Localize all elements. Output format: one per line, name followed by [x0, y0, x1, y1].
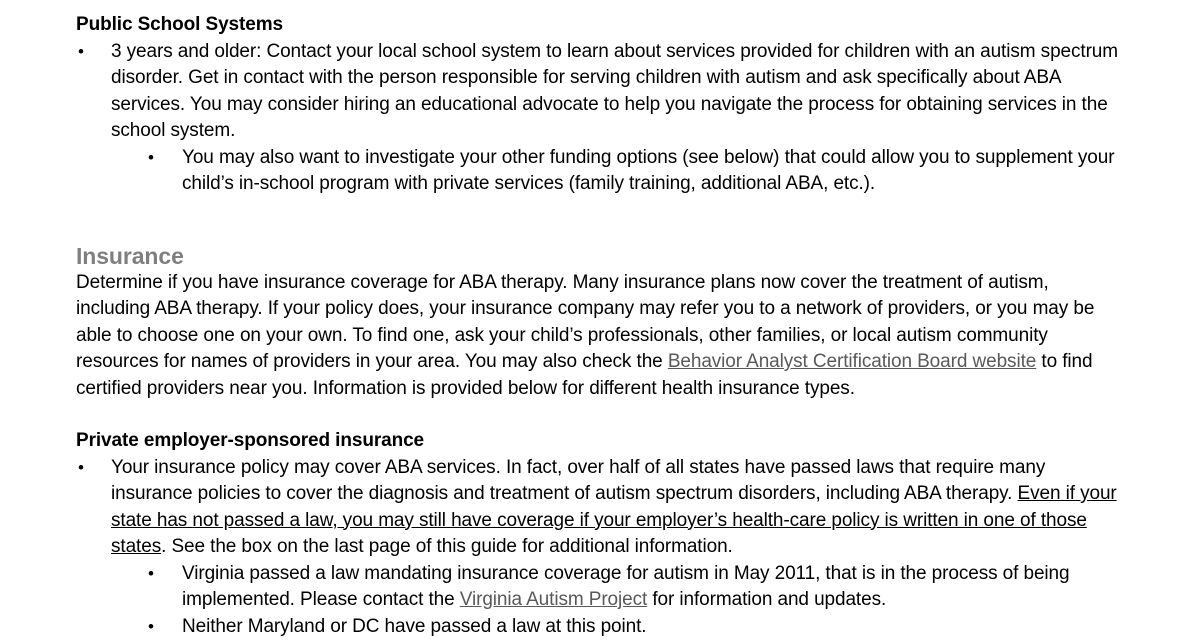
private-insurance-text-end: . See the box on the last page of this guide for additional information. [161, 536, 733, 557]
insurance-paragraph [76, 270, 1126, 403]
public-school-bullet-text: 3 years and older: Contact your local school system to learn about services provided for children with an autism spectrum disorder. Get in contact with the person responsible for serving children with autism and ask specifically about ABA services. You may consider hiring an educational advocate to help you navigate the process for obtaining services in the school system. [111, 41, 1118, 142]
private-insurance-heading: Private employer-sponsored insurance [76, 428, 1126, 455]
list-item [76, 614, 1126, 640]
insurance-title: Insurance [76, 242, 1126, 270]
public-school-sub-bullet-text: You may also want to investigate your other funding options (see below) that could allow you to supplement your child’s in-school program with private services (family training, additional ABA, etc.). [182, 147, 1114, 195]
private-insurance-text-start: Your insurance policy may cover ABA services. In fact, over half of all states have passed laws that require many insurance policies to cover the diagnosis and treatment of autism spectrum disorders, including ABA therapy. [111, 457, 1045, 505]
insurance-text-before-link: Determine if you have insurance coverage for ABA therapy. Many insurance plans now cover the treatment of autism, including ABA therapy. If your policy does, your insurance company may refer you to a network of providers, or you may be able to choose one on your own. To find one, ask your child’s professionals, other families, or local autism community resources for names of providers in your area. You may also check the [76, 272, 1094, 373]
bacb-website-link[interactable]: Behavior Analyst Certification Board website [668, 351, 1036, 372]
public-school-list [76, 39, 1126, 198]
document-page [76, 12, 1126, 640]
private-insurance-underlined-text: Even if your state has not passed a law, you may still have coverage if your employer’s health-care policy is written in one of those states [111, 483, 1117, 557]
private-insurance-list [76, 455, 1126, 640]
virginia-autism-project-link[interactable]: Virginia Autism Project [460, 589, 647, 610]
public-school-sublist [111, 145, 1126, 198]
public-school-heading: Public School Systems [76, 12, 1126, 39]
private-insurance-sublist [111, 561, 1126, 640]
maryland-dc-text: Neither Maryland or DC have passed a law at this point. [182, 616, 646, 637]
virginia-text-start: Virginia passed a law mandating insurance coverage for autism in May 2011, that is in the process of being implemented. Please contact the [182, 563, 1070, 611]
insurance-text-after-link: to find certified providers near you. Information is provided below for different health insurance types. [76, 351, 1092, 399]
virginia-text-end: for information and updates. [647, 589, 886, 610]
list-item [76, 561, 1126, 614]
list-item [76, 39, 1126, 198]
list-item [76, 145, 1126, 198]
list-item [76, 455, 1126, 640]
